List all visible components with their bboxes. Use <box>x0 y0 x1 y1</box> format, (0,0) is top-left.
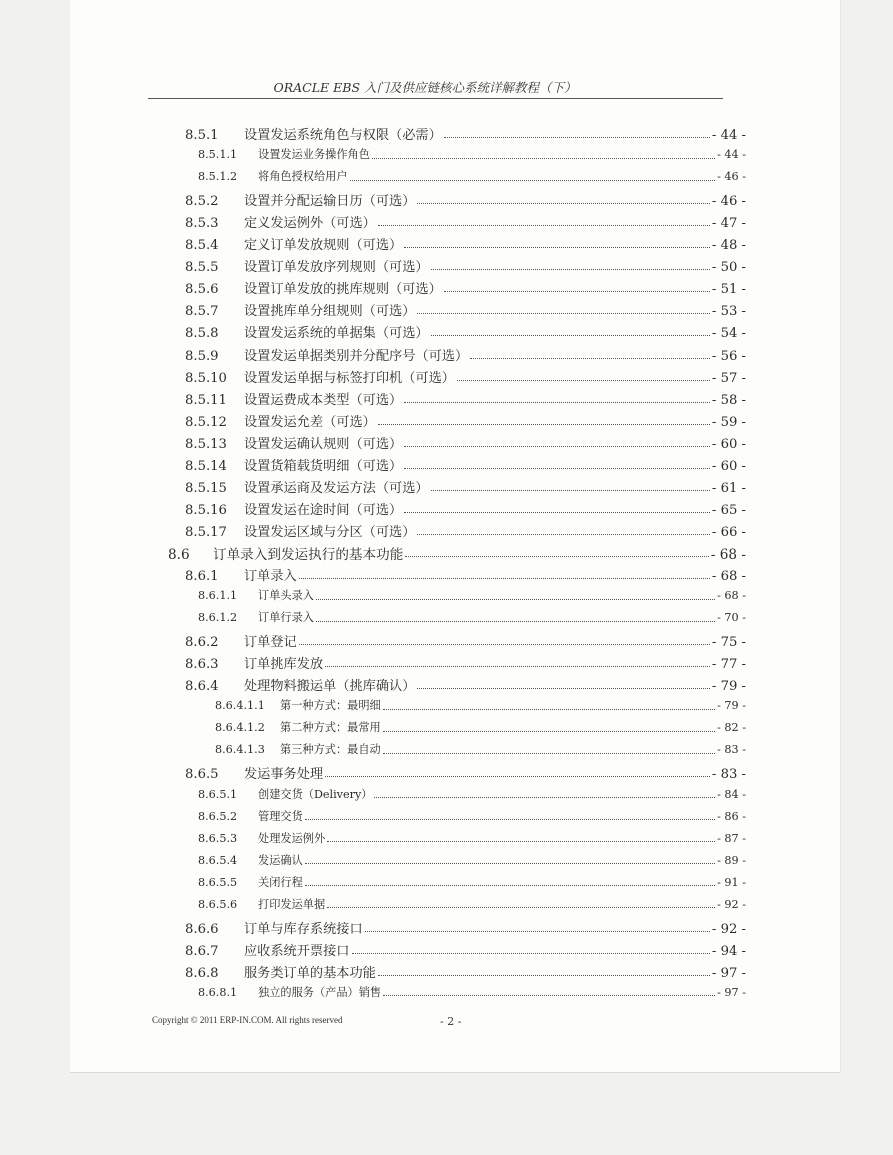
toc-entry[interactable] <box>198 808 746 824</box>
toc-entry[interactable] <box>185 940 746 959</box>
toc-entry-title: 设置发运区域与分区（可选） <box>244 524 416 540</box>
toc-entry-number: 8.5.14 <box>185 458 227 474</box>
toc-leader-dots <box>405 556 709 557</box>
toc-entry[interactable] <box>185 565 746 584</box>
toc-entry[interactable] <box>198 852 746 868</box>
toc-entry-number: 8.5.1 <box>185 128 219 143</box>
toc-entry-title: 创建交货（Delivery） <box>258 787 373 801</box>
toc-entry-page: - 97 - <box>717 985 746 999</box>
toc-entry-page: - 97 - <box>711 965 746 981</box>
toc-entry-page: - 47 - <box>711 216 746 232</box>
toc-entry-page: - 61 - <box>711 480 746 496</box>
toc-entry-page: - 87 - <box>717 831 746 845</box>
toc-entry-page: - 46 - <box>717 170 746 184</box>
toc-leader-dots <box>352 953 710 954</box>
toc-entry-number: 8.5.1.2 <box>198 170 238 184</box>
toc-entry[interactable] <box>185 433 746 452</box>
toc-entry-number: 8.6 <box>168 546 190 563</box>
toc-entry-title: 定义发运例外（可选） <box>244 216 376 232</box>
page-number: - 2 - <box>440 1015 462 1028</box>
toc-entry-number: 8.6.5.1 <box>198 787 238 801</box>
toc-entry-number: 8.5.15 <box>185 480 227 496</box>
toc-entry-number: 8.5.10 <box>185 370 227 386</box>
toc-entry-number: 8.6.1 <box>185 569 219 584</box>
toc-entry-title: 独立的服务（产品）销售 <box>258 985 382 999</box>
toc-entry-title: 服务类订单的基本功能 <box>244 965 376 981</box>
toc-leader-dots <box>457 380 710 381</box>
toc-leader-dots <box>404 468 710 469</box>
toc-entry[interactable] <box>198 146 746 162</box>
toc-entry-page: - 86 - <box>717 809 746 823</box>
toc-entry[interactable] <box>198 609 746 625</box>
toc-entry[interactable] <box>185 962 746 981</box>
toc-leader-dots <box>316 621 715 622</box>
toc-entry-title: 设置运费成本类型（可选） <box>244 392 403 408</box>
toc-entry-title: 订单与库存系统接口 <box>244 921 363 937</box>
toc-leader-dots <box>417 534 709 535</box>
toc-entry-title: 设置订单发放的挑库规则（可选） <box>244 282 442 298</box>
toc-entry-page: - 56 - <box>711 348 746 364</box>
toc-entry-title: 应收系统开票接口 <box>244 943 350 959</box>
toc-entry-title: 设置发运单据类别并分配序号（可选） <box>244 348 469 364</box>
toc-entry-title: 关闭行程 <box>258 875 303 889</box>
toc-entry-title: 订单挑库发放 <box>244 657 324 673</box>
toc-entry-title: 设置发运单据与标签打印机（可选） <box>244 370 455 386</box>
toc-entry-title: 第三种方式：最自动 <box>280 743 381 757</box>
toc-entry-number: 8.6.3 <box>185 657 219 673</box>
toc-entry-number: 8.6.1.1 <box>198 589 238 603</box>
toc-entry-number: 8.6.5 <box>185 767 219 783</box>
toc-entry[interactable] <box>168 543 746 563</box>
toc-entry[interactable] <box>185 300 746 319</box>
toc-entry-title: 发运事务处理 <box>244 767 324 783</box>
toc-entry[interactable] <box>185 455 746 474</box>
toc-entry[interactable] <box>198 896 746 912</box>
toc-leader-dots <box>417 313 709 314</box>
toc-entry-page: - 46 - <box>711 194 746 210</box>
toc-entry-page: - 53 - <box>711 304 746 320</box>
toc-entry[interactable] <box>185 521 746 540</box>
page-header-title: ORACLE EBS 入门及供应链核心系统详解教程（下） <box>273 80 577 95</box>
toc-entry-number: 8.5.13 <box>185 436 227 452</box>
toc-leader-dots <box>325 776 710 777</box>
toc-leader-dots <box>417 688 709 689</box>
toc-entry-title: 设置挑库单分组规则（可选） <box>244 304 416 320</box>
toc-entry-number: 8.5.1.1 <box>198 148 238 162</box>
toc-entry-title: 管理交货 <box>258 809 303 823</box>
toc-entry[interactable] <box>198 874 746 890</box>
toc-entry-number: 8.6.8 <box>185 965 219 981</box>
toc-entry[interactable] <box>185 499 746 518</box>
toc-leader-dots <box>305 819 715 820</box>
toc-entry[interactable] <box>185 389 746 408</box>
toc-entry-number: 8.5.8 <box>185 326 219 342</box>
toc-entry-number: 8.6.4 <box>185 679 219 695</box>
toc-entry-page: - 94 - <box>711 943 746 959</box>
toc-leader-dots <box>299 644 710 645</box>
toc-entry-number: 8.6.5.3 <box>198 831 238 845</box>
toc-leader-dots <box>372 158 715 159</box>
toc-entry-page: - 83 - <box>717 743 746 757</box>
toc-entry-page: - 77 - <box>711 657 746 673</box>
toc-entry[interactable] <box>185 256 746 275</box>
toc-entry-title: 将角色授权给用户 <box>258 170 348 184</box>
toc-entry-page: - 58 - <box>711 392 746 408</box>
toc-leader-dots <box>444 291 710 292</box>
toc-entry-title: 设置发运系统的单据集（可选） <box>244 326 429 342</box>
toc-entry-title: 设置发运系统角色与权限（必需） <box>244 128 442 143</box>
toc-entry-title: 订单头录入 <box>258 589 314 603</box>
toc-entry-title: 设置发运允差（可选） <box>244 414 376 430</box>
toc-entry[interactable] <box>185 675 746 694</box>
toc-entry-number: 8.5.17 <box>185 524 227 540</box>
toc-leader-dots <box>417 203 709 204</box>
toc-entry-number: 8.6.4.1.3 <box>215 743 265 757</box>
toc-entry[interactable] <box>198 830 746 846</box>
toc-entry[interactable] <box>215 697 746 713</box>
toc-leader-dots <box>470 358 710 359</box>
toc-leader-dots <box>444 137 710 138</box>
toc-entry[interactable] <box>185 411 746 430</box>
toc-entry-title: 订单行录入 <box>258 611 314 625</box>
toc-leader-dots <box>378 424 710 425</box>
toc-entry-title: 处理物料搬运单（挑库确认） <box>244 679 416 695</box>
toc-entry-page: - 84 - <box>717 787 746 801</box>
toc-entry[interactable] <box>185 234 746 253</box>
toc-entry-page: - 92 - <box>717 897 746 911</box>
toc-entry[interactable] <box>185 477 746 496</box>
toc-entry[interactable] <box>185 212 746 231</box>
toc-entry-page: - 59 - <box>711 414 746 430</box>
toc-entry[interactable] <box>185 918 746 937</box>
toc-entry[interactable] <box>215 741 746 757</box>
toc-entry-number: 8.6.5.6 <box>198 897 238 911</box>
toc-entry-number: 8.6.5.5 <box>198 875 238 889</box>
toc-entry-page: - 68 - <box>710 546 746 563</box>
toc-leader-dots <box>325 666 710 667</box>
toc-entry-page: - 89 - <box>717 853 746 867</box>
toc-entry-page: - 68 - <box>717 589 746 603</box>
toc-entry-page: - 70 - <box>717 611 746 625</box>
toc-entry-title: 订单录入到发运执行的基本功能 <box>213 546 404 563</box>
toc-entry-number: 8.5.12 <box>185 414 227 430</box>
toc-entry[interactable] <box>185 631 746 650</box>
toc-entry[interactable] <box>185 345 746 364</box>
toc-leader-dots <box>305 885 715 886</box>
toc-entry-number: 8.5.5 <box>185 260 219 276</box>
toc-entry-title: 设置发运在途时间（可选） <box>244 502 403 518</box>
toc-entry[interactable] <box>198 984 746 1000</box>
toc-leader-dots <box>431 490 710 491</box>
toc-entry-number: 8.5.11 <box>185 392 227 408</box>
toc-leader-dots <box>327 841 715 842</box>
toc-leader-dots <box>378 975 710 976</box>
toc-leader-dots <box>316 599 715 600</box>
toc-entry-page: - 60 - <box>711 436 746 452</box>
toc-entry[interactable] <box>215 719 746 735</box>
toc-entry-title: 设置承运商及发运方法（可选） <box>244 480 429 496</box>
toc-entry-number: 8.6.4.1.2 <box>215 721 265 735</box>
toc-entry[interactable] <box>185 763 746 782</box>
copyright-footer: Copyright © 2011 ERP-IN.COM. All rights reserved <box>152 1015 343 1025</box>
toc-entry-number: 8.5.4 <box>185 238 219 254</box>
toc-entry-page: - 44 - <box>711 128 746 143</box>
toc-entry-page: - 79 - <box>717 699 746 713</box>
toc-entry-number: 8.5.2 <box>185 194 219 210</box>
toc-leader-dots <box>431 335 710 336</box>
toc-leader-dots <box>374 797 715 798</box>
toc-entry-title: 设置货箱载货明细（可选） <box>244 458 403 474</box>
toc-entry[interactable] <box>185 278 746 297</box>
toc-leader-dots <box>404 512 710 513</box>
toc-entry-page: - 91 - <box>717 875 746 889</box>
toc-leader-dots <box>327 907 715 908</box>
toc-entry[interactable] <box>185 653 746 672</box>
toc-entry-page: - 57 - <box>711 370 746 386</box>
toc-entry[interactable] <box>185 367 746 386</box>
toc-entry-title: 发运确认 <box>258 853 303 867</box>
toc-entry-number: 8.6.1.2 <box>198 611 238 625</box>
toc-entry-page: - 92 - <box>711 921 746 937</box>
toc-entry[interactable] <box>198 168 746 184</box>
toc-leader-dots <box>383 731 715 732</box>
toc-entry-page: - 66 - <box>711 524 746 540</box>
toc-entry-page: - 44 - <box>717 148 746 162</box>
toc-entry-number: 8.6.8.1 <box>198 985 238 999</box>
toc-entry-page: - 48 - <box>711 238 746 254</box>
toc-entry-title: 设置发运业务操作角色 <box>258 148 370 162</box>
toc-leader-dots <box>383 753 715 754</box>
toc-entry[interactable] <box>198 786 746 802</box>
toc-entry-page: - 82 - <box>717 721 746 735</box>
toc-entry-title: 第一种方式：最明细 <box>280 699 381 713</box>
toc-entry-number: 8.5.9 <box>185 348 219 364</box>
header-rule <box>148 98 723 99</box>
toc-entry-number: 8.5.7 <box>185 304 219 320</box>
toc-entry[interactable] <box>185 322 746 341</box>
toc-entry-page: - 50 - <box>711 260 746 276</box>
toc-entry-page: - 54 - <box>711 326 746 342</box>
toc-entry-number: 8.5.6 <box>185 282 219 298</box>
toc-entry-number: 8.5.3 <box>185 216 219 232</box>
toc-entry-title: 打印发运单据 <box>258 897 326 911</box>
toc-entry-page: - 68 - <box>711 569 746 584</box>
toc-entry[interactable] <box>185 190 746 209</box>
toc-entry-number: 8.6.5.2 <box>198 809 238 823</box>
toc-entry-title: 设置发运确认规则（可选） <box>244 436 403 452</box>
toc-leader-dots <box>383 709 715 710</box>
toc-leader-dots <box>378 225 710 226</box>
toc-entry-number: 8.6.7 <box>185 943 219 959</box>
toc-entry-page: - 51 - <box>711 282 746 298</box>
toc-entry-title: 处理发运例外 <box>258 831 326 845</box>
toc-entry-page: - 75 - <box>711 635 746 651</box>
toc-entry-page: - 65 - <box>711 502 746 518</box>
toc-leader-dots <box>383 995 715 996</box>
toc-entry-number: 8.6.2 <box>185 635 219 651</box>
toc-entry[interactable] <box>198 587 746 603</box>
toc-entry-title: 第二种方式：最常用 <box>280 721 381 735</box>
toc-leader-dots <box>404 247 710 248</box>
toc-entry-title: 设置并分配运输日历（可选） <box>244 194 416 210</box>
toc-leader-dots <box>365 931 710 932</box>
toc-entry[interactable] <box>185 124 746 143</box>
toc-entry-number: 8.6.4.1.1 <box>215 699 265 713</box>
toc-leader-dots <box>299 578 710 579</box>
toc-leader-dots <box>350 180 716 181</box>
toc-leader-dots <box>431 269 710 270</box>
toc-entry-title: 订单登记 <box>244 635 297 651</box>
toc-entry-page: - 79 - <box>711 679 746 695</box>
toc-leader-dots <box>404 402 710 403</box>
toc-entry-title: 订单录入 <box>244 569 297 584</box>
toc-entry-title: 定义订单发放规则（可选） <box>244 238 403 254</box>
toc-entry-title: 设置订单发放序列规则（可选） <box>244 260 429 276</box>
toc-leader-dots <box>404 446 710 447</box>
toc-entry-page: - 83 - <box>711 767 746 783</box>
toc-leader-dots <box>305 863 715 864</box>
toc-entry-page: - 60 - <box>711 458 746 474</box>
toc-entry-number: 8.6.6 <box>185 921 219 937</box>
toc-entry-number: 8.5.16 <box>185 502 227 518</box>
toc-entry-number: 8.6.5.4 <box>198 853 238 867</box>
